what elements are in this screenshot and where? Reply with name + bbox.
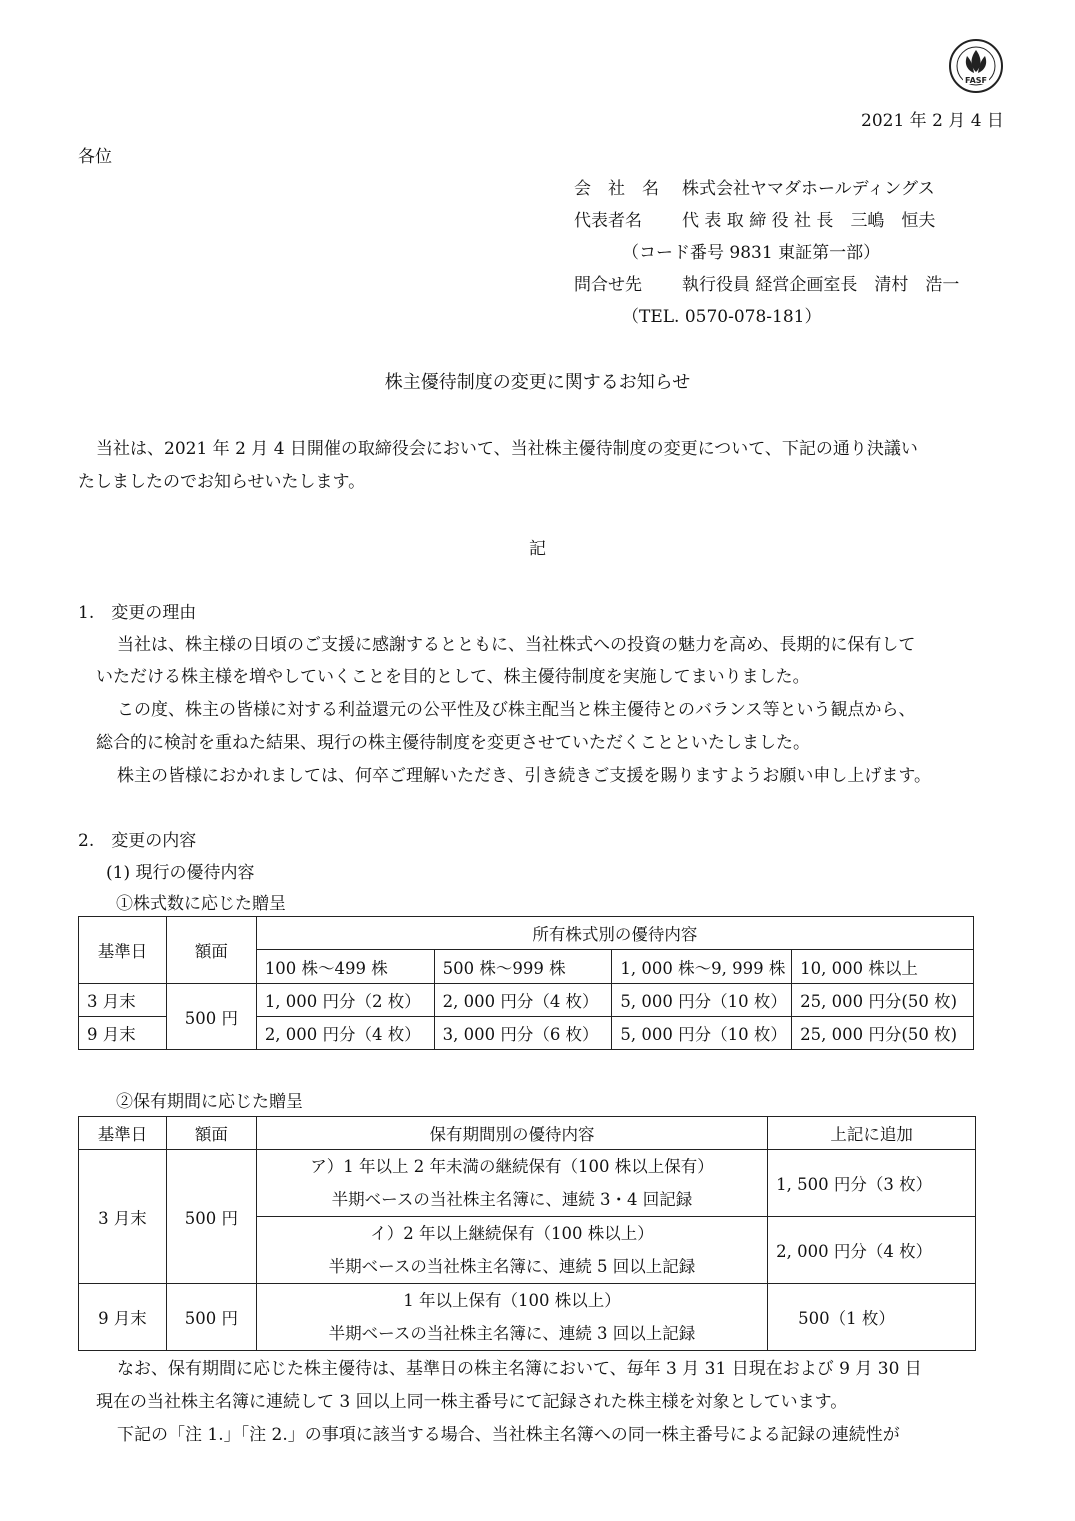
contact-person: 執行役員 経営企画室長 清村 浩一 bbox=[682, 275, 960, 295]
table-1-cell: 2, 000 円分（4 枚） bbox=[256, 1017, 434, 1050]
table-2-tier-b bbox=[256, 1217, 767, 1284]
ki-marker: 記 bbox=[529, 539, 546, 559]
table-2-march-amount: 500 円 bbox=[166, 1150, 256, 1284]
table-2-header-add: 上記に追加 bbox=[768, 1117, 976, 1150]
representative-label: 代表者名 bbox=[574, 211, 642, 231]
note-line-3: 下記の「注 1.」「注 2.」の事項に該当する場合、当社株主名簿への同一株主番号による記録の連続性が bbox=[117, 1425, 900, 1445]
table-1-col-2: 500 株～999 株 bbox=[434, 950, 612, 984]
table-1-col-3: 1, 000 株～9, 999 株 bbox=[612, 950, 792, 984]
contact-row bbox=[574, 270, 959, 295]
table-shares-based bbox=[78, 916, 974, 1050]
table-2-tier-b-line-1: イ）2 年以上継続保有（100 株以上） bbox=[370, 1224, 654, 1243]
table-2-tier-a-line-2: 半期ベースの当社株主名簿に、連続 3・4 回記録 bbox=[331, 1190, 693, 1209]
section-1-line-3: この度、株主の皆様に対する利益還元の公平性及び株主配当と株主優待とのバランス等という観点から、 bbox=[117, 700, 916, 720]
table-row bbox=[79, 1150, 976, 1217]
table-1-col-1: 100 株～499 株 bbox=[256, 950, 434, 984]
note-line-2: 現在の当社株主名簿に連続して 3 回以上同一株主番号にて記録された株主様を対象としています。 bbox=[96, 1392, 848, 1412]
stock-code: （コード番号 9831 東証第一部） bbox=[622, 243, 881, 263]
table-2-tier-a-line-1: ア）1 年以上 2 年未満の継続保有（100 株以上保有） bbox=[310, 1157, 714, 1176]
representative-row bbox=[574, 206, 935, 231]
section-1-line-2: いただける株主様を増やしていくことを目的として、株主優待制度を実施してまいりました。 bbox=[96, 667, 810, 687]
table-2-header-date: 基準日 bbox=[79, 1117, 167, 1150]
table-1-cell: 5, 000 円分（10 枚） bbox=[612, 1017, 792, 1050]
table-2-tier-a bbox=[256, 1150, 767, 1217]
table-2-march: 3 月末 bbox=[79, 1150, 167, 1284]
document-title: 株主優待制度の変更に関するお知らせ bbox=[384, 372, 691, 393]
table-1-header-group: 所有株式別の優待内容 bbox=[256, 917, 973, 950]
table-2-tier-c bbox=[256, 1284, 767, 1351]
table-2-tier-a-add: 1, 500 円分（3 枚） bbox=[768, 1150, 976, 1217]
table-1-row-1-date: 3 月末 bbox=[79, 984, 167, 1017]
table-row bbox=[79, 1284, 976, 1351]
section-2-heading: 2. 変更の内容 bbox=[78, 831, 197, 851]
table-1-amount: 500 円 bbox=[166, 984, 256, 1050]
table-1-cell: 2, 000 円分（4 枚） bbox=[434, 984, 612, 1017]
section-1-line-1: 当社は、株主様の日頃のご支援に感謝するとともに、当社株式への投資の魅力を高め、長期的に保有して bbox=[117, 635, 916, 655]
table-2-caption: ②保有期間に応じた贈呈 bbox=[116, 1092, 303, 1112]
logo-acronym: FASF bbox=[965, 76, 987, 85]
intro-line-1: 当社は、2021 年 2 月 4 日開催の取締役会において、当社株主優待制度の変更について、下記の通り決議い bbox=[96, 439, 918, 459]
table-1-cell: 1, 000 円分（2 枚） bbox=[256, 984, 434, 1017]
table-1-col-4: 10, 000 株以上 bbox=[792, 950, 974, 984]
table-2-september: 9 月末 bbox=[79, 1284, 167, 1351]
table-2-header-content: 保有期間別の優待内容 bbox=[256, 1117, 767, 1150]
contact-tel: （TEL. 0570-078-181） bbox=[622, 307, 822, 327]
fasf-logo bbox=[948, 38, 1004, 94]
table-holding-period bbox=[78, 1116, 976, 1351]
company-name: 株式会社ヤマダホールディングス bbox=[682, 179, 935, 199]
table-1-cell: 5, 000 円分（10 枚） bbox=[612, 984, 792, 1017]
table-2-tier-b-line-2: 半期ベースの当社株主名簿に、連続 5 回以上記録 bbox=[328, 1257, 696, 1276]
section-1-heading: 1. 変更の理由 bbox=[78, 603, 197, 623]
table-1-row-2-date: 9 月末 bbox=[79, 1017, 167, 1050]
table-1-caption: ①株式数に応じた贈呈 bbox=[116, 894, 286, 914]
note-line-1: なお、保有期間に応じた株主優待は、基準日の株主名簿において、毎年 3 月 31 日現在および 9 月 30 日 bbox=[117, 1359, 922, 1379]
table-2-tier-c-add: 500（1 枚） bbox=[768, 1284, 976, 1351]
section-2-sub-1: (1) 現行の優待内容 bbox=[106, 863, 255, 883]
table-2-september-amount: 500 円 bbox=[166, 1284, 256, 1351]
contact-label: 問合せ先 bbox=[574, 275, 642, 295]
table-row bbox=[79, 984, 974, 1017]
company-name-label: 会 社 名 bbox=[574, 179, 659, 199]
table-1-cell: 25, 000 円分(50 枚) bbox=[792, 1017, 974, 1050]
table-2-tier-c-line-1: 1 年以上保有（100 株以上） bbox=[403, 1291, 621, 1310]
table-1-cell: 25, 000 円分(50 枚) bbox=[792, 984, 974, 1017]
table-2-tier-c-line-2: 半期ベースの当社株主名簿に、連続 3 回以上記録 bbox=[328, 1324, 696, 1343]
representative-name: 三嶋 恒夫 bbox=[850, 211, 936, 231]
table-2-tier-b-add: 2, 000 円分（4 枚） bbox=[768, 1217, 976, 1284]
section-1-line-5: 株主の皆様におかれましては、何卒ご理解いただき、引き続きご支援を賜りますようお願い申し上げます。 bbox=[117, 766, 931, 786]
document-date: 2021 年 2 月 4 日 bbox=[861, 111, 1004, 131]
company-name-row bbox=[574, 174, 935, 199]
section-1-line-4: 総合的に検討を重ねた結果、現行の株主優待制度を変更させていただくことといたしました。 bbox=[96, 733, 810, 753]
representative-title: 代 表 取 締 役 社 長 bbox=[682, 211, 834, 231]
intro-line-2: たしましたのでお知らせいたします。 bbox=[78, 472, 366, 492]
table-2-header-amount: 額面 bbox=[166, 1117, 256, 1150]
table-1-cell: 3, 000 円分（6 枚） bbox=[434, 1017, 612, 1050]
table-1-header-amount: 額面 bbox=[166, 917, 256, 984]
addressee: 各位 bbox=[78, 147, 112, 167]
table-1-header-date: 基準日 bbox=[79, 917, 167, 984]
